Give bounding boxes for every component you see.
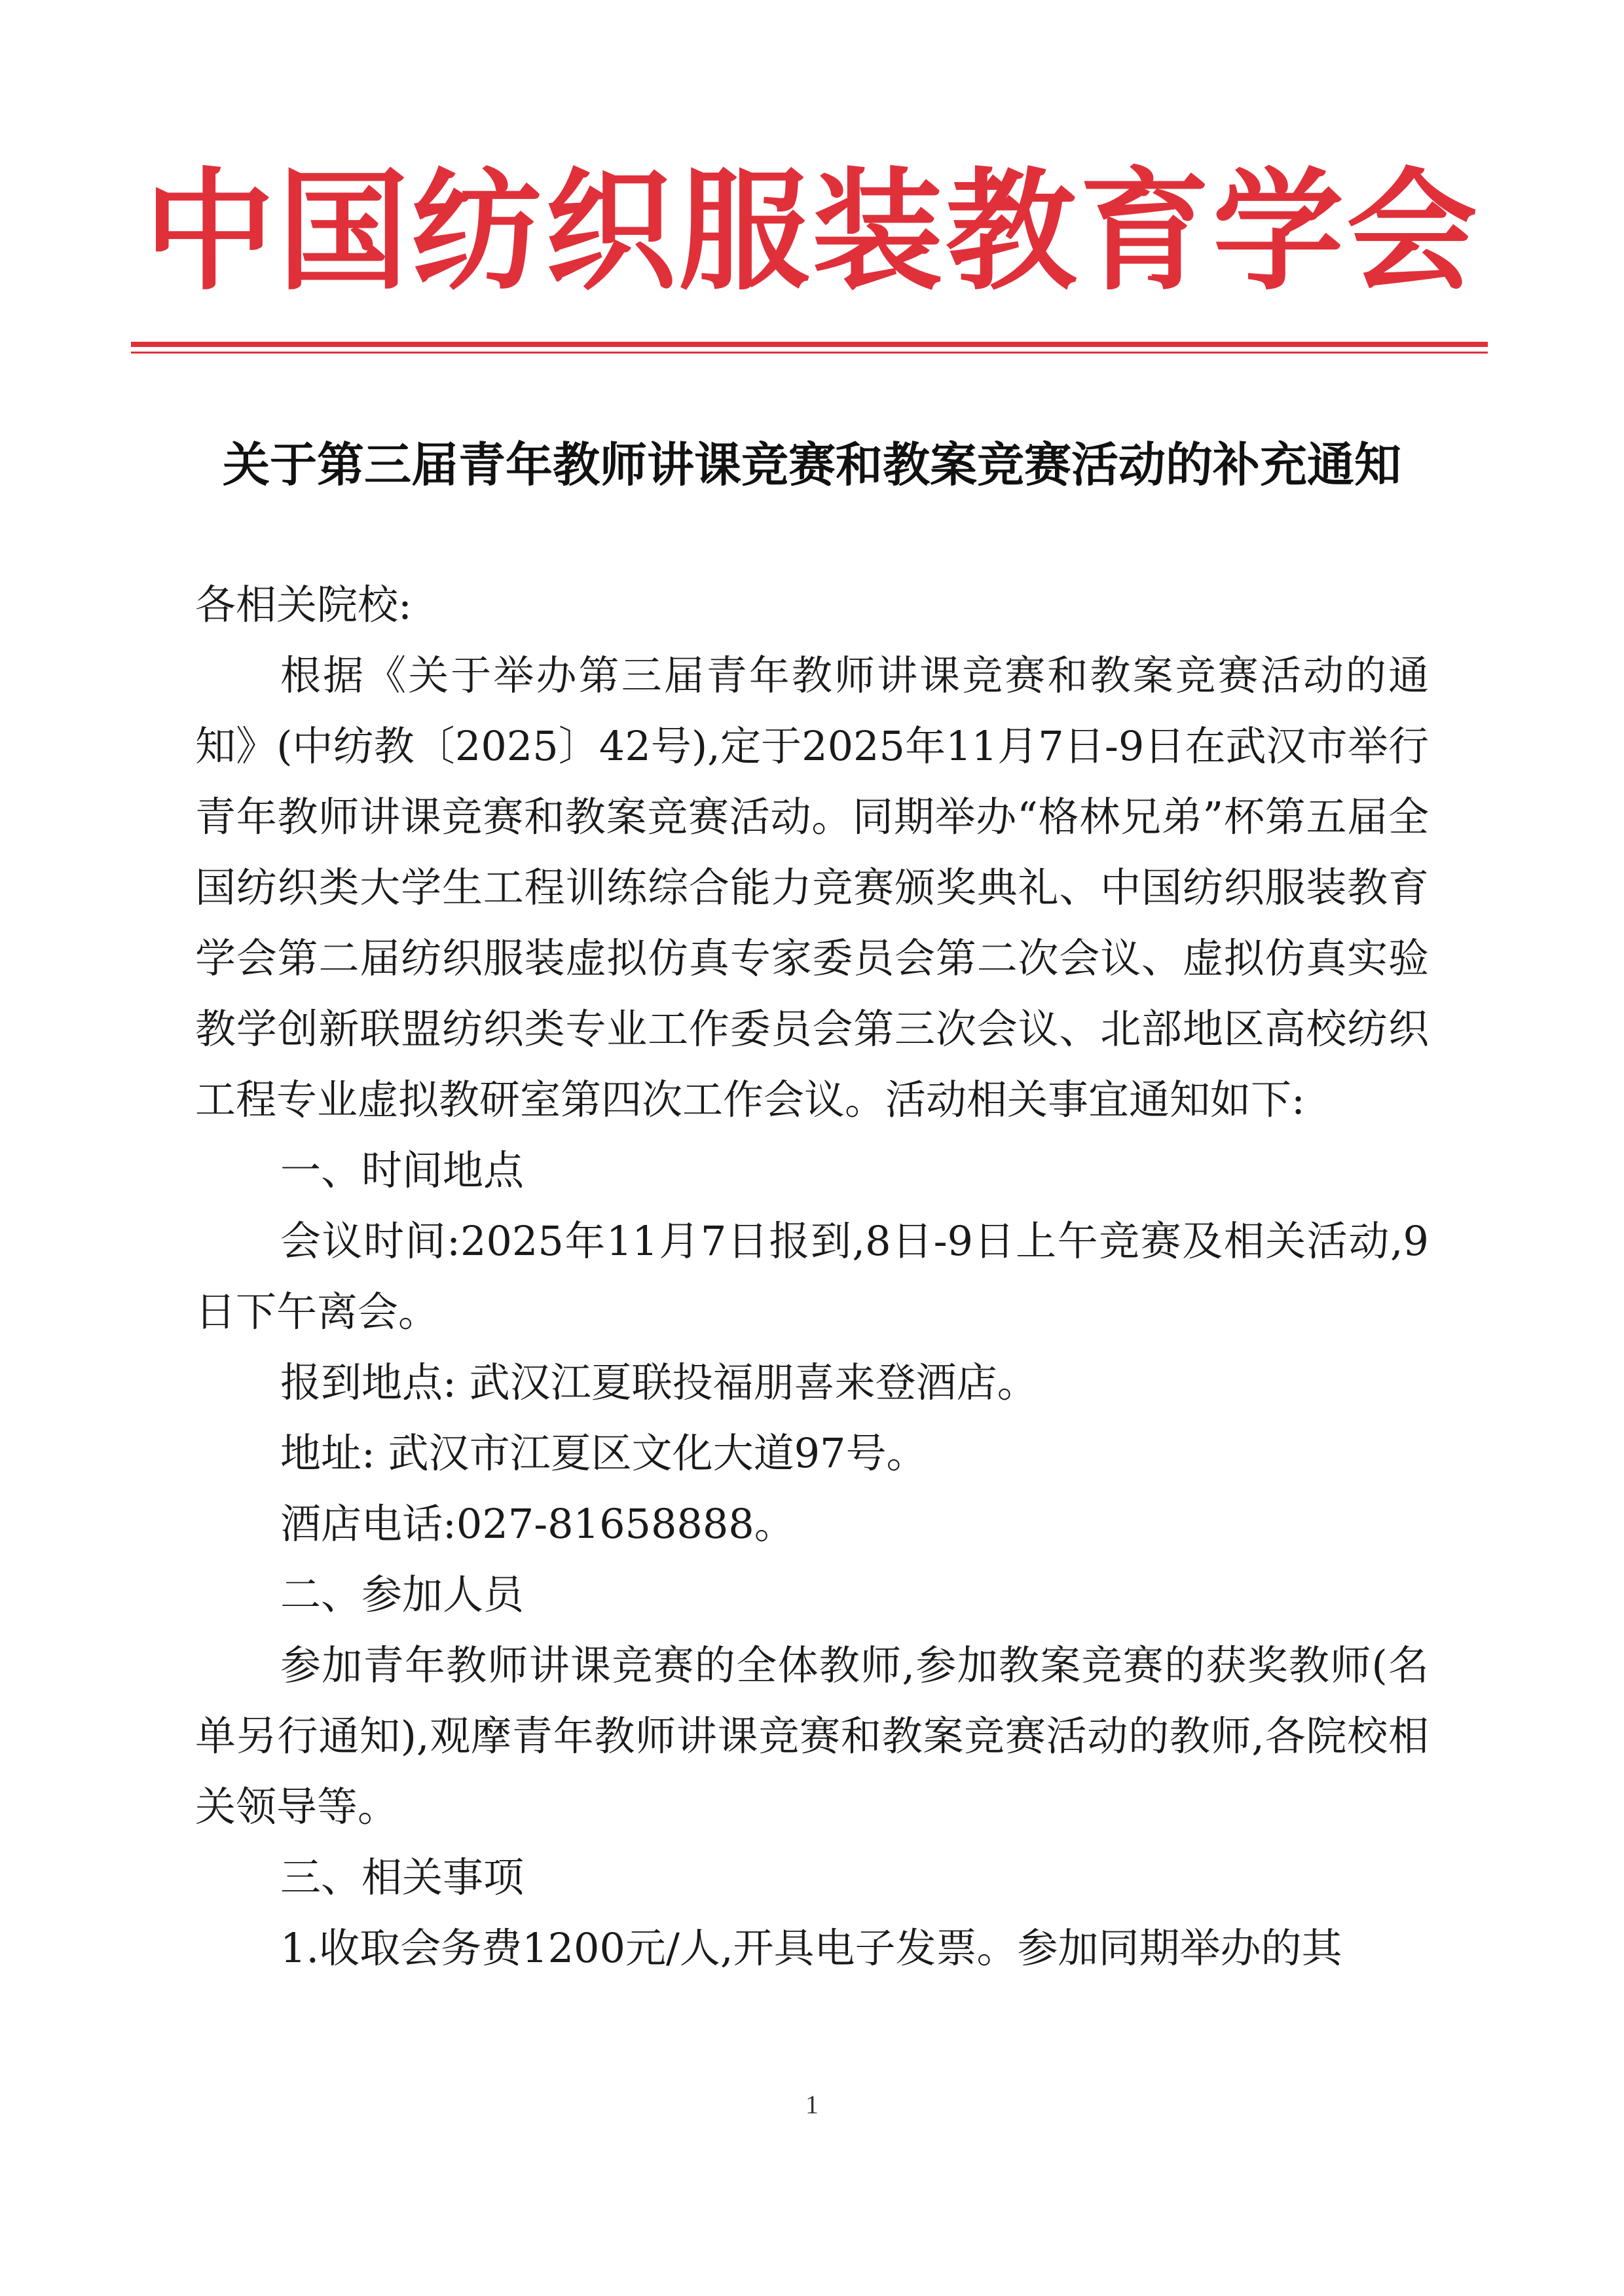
paragraph-checkin-location: 报到地点: 武汉江夏联投福朋喜来登酒店。 [280,1358,1038,1406]
document-title: 关于第三届青年教师讲课竞赛和教案竞赛活动的补充通知 [222,437,1401,492]
paragraph-address: 地址: 武汉市江夏区文化大道97号。 [280,1429,927,1477]
section-heading-time-place: 一、时间地点 [280,1146,525,1194]
paragraph-fee: 1.收取会务费1200元/人,开具电子发票。参加同期举办的其 [280,1924,1342,1972]
paragraph-meeting-time: 会议时间:2025年11月7日报到,8日-9日上午竞赛及相关活动,9日下午离会。 [195,1217,1429,1336]
document-body [195,570,1429,1984]
paragraph-intro: 根据《关于举办第三届青年教师讲课竞赛和教案竞赛活动的通知》(中纺教〔2025〕42号),定于2025年11月7日-9日在武汉市举行青年教师讲课竞赛和教案竞赛活动。同期举办“格林兄弟”杯第五届全国纺织类大学生工程训练综合能力竞赛颁奖典礼、中国纺织服装教育学会第二届纺织服装虚拟仿真专家委员会第二次会议、虚拟仿真实验教学创新联盟纺织类专业工作委员会第三次会议、北部地区高校纺织工程专业虚拟教研室第四次工作会议。活动相关事宜通知如下: [195,651,1429,1123]
letterhead-rule-thin [131,352,1488,354]
section-heading-participants: 二、参加人员 [280,1571,525,1618]
letterhead-rule-thick [131,342,1488,347]
section-heading-related-matters: 三、相关事项 [280,1853,525,1901]
paragraph-participants: 参加青年教师讲课竞赛的全体教师,参加教案竞赛的获奖教师(名单另行通知),观摩青年教师讲课竞赛和教案竞赛活动的教师,各院校相关领导等。 [195,1641,1429,1831]
page-number: 1 [805,2090,819,2119]
paragraph-hotel-phone: 酒店电话:027-81658888。 [280,1500,795,1548]
salutation: 各相关院校: [195,581,412,629]
letterhead-org-name: 中国纺织服装教育学会 [143,156,1480,308]
